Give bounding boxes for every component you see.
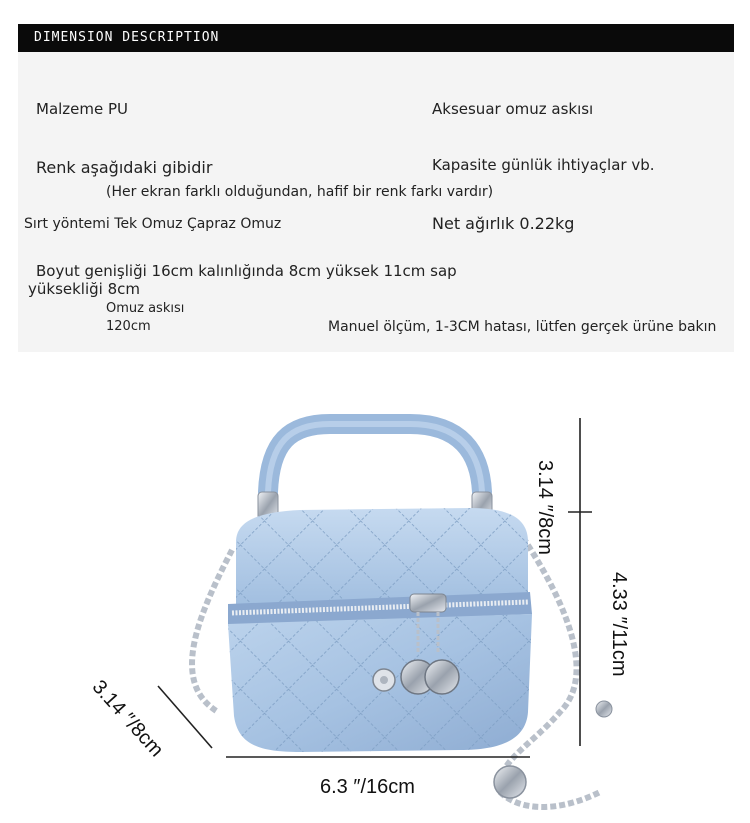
dim-depth-label: 3.14 ″/8cm: [87, 676, 168, 762]
dim-handle-label: 3.14 ″/8cm: [534, 460, 556, 555]
spec-material: Malzeme PU: [36, 100, 129, 118]
bag-handle: [258, 424, 492, 520]
header-bar: [18, 24, 734, 52]
spec-strap-length: 120cm: [106, 319, 151, 334]
spec-size-line2: yüksekliği 8cm: [28, 280, 140, 298]
bag-photo: [0, 352, 750, 823]
spec-measure-note: Manuel ölçüm, 1-3CM hatası, lütfen gerçek ürüne bakın: [328, 319, 717, 335]
flower-charm: [373, 669, 395, 691]
info-panel: [18, 52, 734, 352]
spec-capacity: Kapasite günlük ihtiyaçlar vb.: [432, 156, 655, 174]
spec-size-line1: Boyut genişliği 16cm kalınlığında 8cm yüksek 11cm sap: [36, 262, 457, 280]
bag-lid: [236, 508, 528, 604]
header-title: DIMENSION DESCRIPTION: [34, 30, 220, 45]
spec-carry-method: Sırt yöntemi Tek Omuz Çapraz Omuz: [24, 216, 282, 232]
spec-color: Renk aşağıdaki gibidir: [36, 158, 213, 177]
spec-color-note: (Her ekran farklı olduğundan, hafif bir renk farkı vardır): [106, 184, 494, 200]
spec-strap-label: Omuz askısı: [106, 301, 185, 316]
spec-accessory: Aksesuar omuz askısı: [432, 100, 594, 118]
spec-net-weight: Net ağırlık 0.22kg: [432, 214, 575, 233]
dim-width-label: 6.3 ″/16cm: [320, 776, 415, 798]
dim-height-label: 4.33 ″/11cm: [608, 572, 630, 677]
